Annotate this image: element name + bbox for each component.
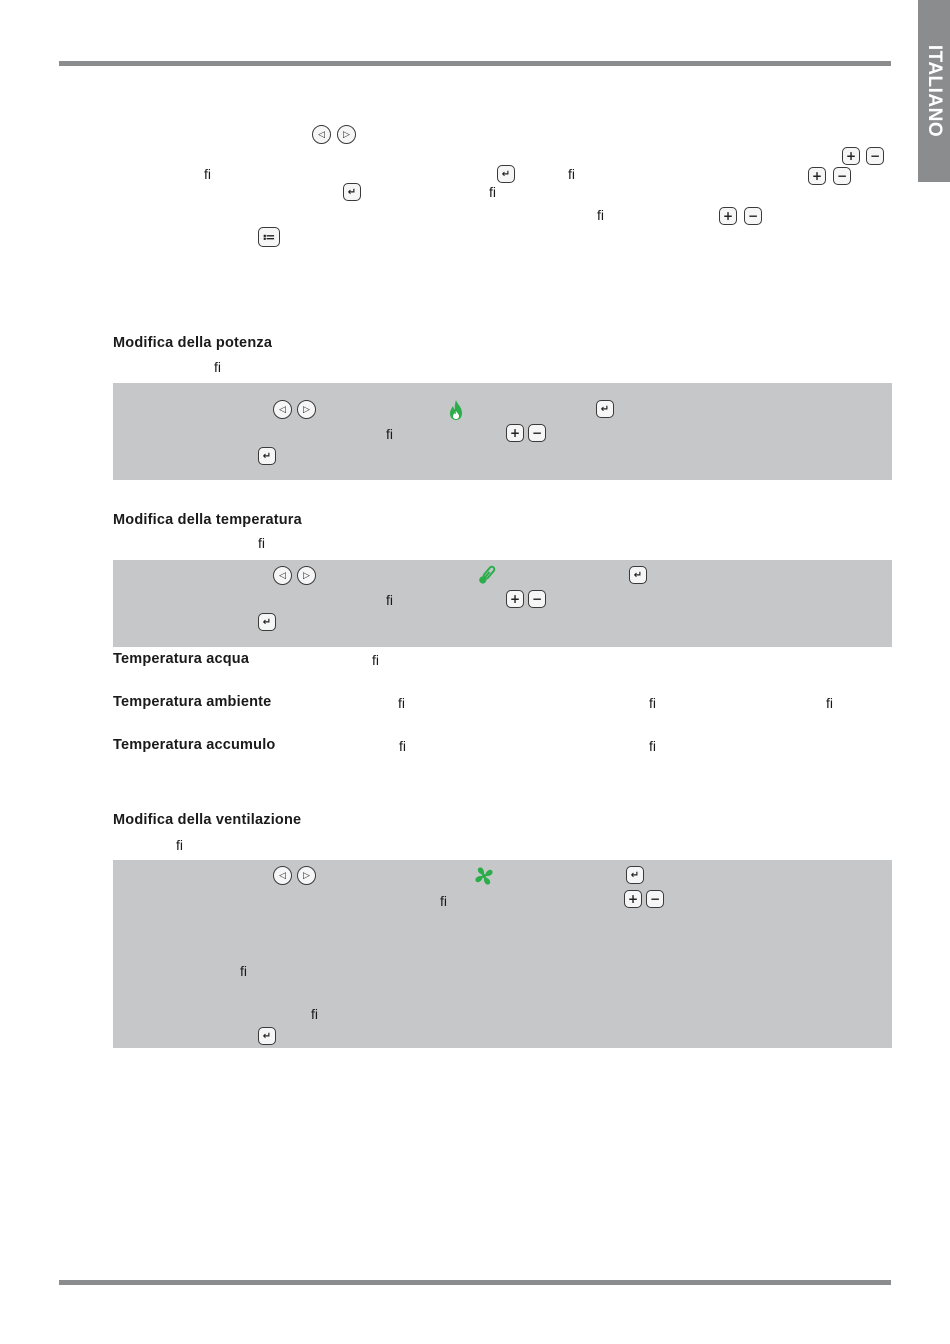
top-rule xyxy=(59,61,891,66)
enter-key-icon: ↵ xyxy=(258,613,276,631)
right-arrow-key-icon: ▷ xyxy=(337,125,356,144)
enter-key-icon: ↵ xyxy=(629,566,647,584)
ambiente-ligature-1: fi xyxy=(398,695,405,711)
bottom-rule xyxy=(59,1280,891,1285)
right-arrow-key-icon: ▷ xyxy=(297,866,316,885)
minus-key-icon: − xyxy=(646,890,664,908)
left-arrow-key-icon: ◁ xyxy=(273,866,292,885)
temperatura-subtitle-ligature: fi xyxy=(258,535,265,551)
section-title-ventilazione: Modifica della ventilazione xyxy=(113,812,302,828)
ventilazione-box-ligature-2: fi xyxy=(240,963,247,979)
flame-icon xyxy=(446,399,466,421)
plus-key-icon: + xyxy=(624,890,642,908)
potenza-instruction-box xyxy=(113,383,892,480)
plus-key-icon: + xyxy=(842,147,860,165)
intro-ligature-2: fi xyxy=(568,166,575,182)
enter-key-icon: ↵ xyxy=(497,165,515,183)
enter-key-icon: ↵ xyxy=(258,1027,276,1045)
plus-key-icon: + xyxy=(506,424,524,442)
potenza-box-ligature: fi xyxy=(386,426,393,442)
ventilazione-box-ligature-1: fi xyxy=(440,893,447,909)
intro-ligature-1: fi xyxy=(204,166,211,182)
minus-key-icon: − xyxy=(528,424,546,442)
plus-key-icon: + xyxy=(719,207,737,225)
right-arrow-key-icon: ▷ xyxy=(297,566,316,585)
minus-key-icon: − xyxy=(866,147,884,165)
ventilazione-instruction-box xyxy=(113,860,892,1048)
minus-key-icon: − xyxy=(833,167,851,185)
thermometer-icon xyxy=(477,564,497,586)
temperatura-instruction-box xyxy=(113,560,892,647)
accumulo-ligature-1: fi xyxy=(399,738,406,754)
ambiente-ligature-2: fi xyxy=(649,695,656,711)
ambiente-ligature-3: fi xyxy=(826,695,833,711)
ventilazione-subtitle-ligature: fi xyxy=(176,837,183,853)
left-arrow-key-icon: ◁ xyxy=(273,400,292,419)
minus-key-icon: − xyxy=(528,590,546,608)
language-tab-label: ITALIANO xyxy=(924,44,945,138)
fan-icon xyxy=(474,865,494,887)
label-temperatura-accumulo: Temperatura accumulo xyxy=(113,737,276,753)
label-temperatura-acqua: Temperatura acqua xyxy=(113,651,250,667)
accumulo-ligature-2: fi xyxy=(649,738,656,754)
temperatura-box-ligature: fi xyxy=(386,592,393,608)
enter-key-icon: ↵ xyxy=(626,866,644,884)
ventilazione-box-ligature-3: fi xyxy=(311,1006,318,1022)
enter-key-icon: ↵ xyxy=(343,183,361,201)
enter-key-icon: ↵ xyxy=(596,400,614,418)
plus-key-icon: + xyxy=(808,167,826,185)
acqua-ligature: fi xyxy=(372,652,379,668)
intro-ligature-3: fi xyxy=(489,184,496,200)
language-tab xyxy=(918,0,950,182)
enter-key-icon: ↵ xyxy=(258,447,276,465)
plus-key-icon: + xyxy=(506,590,524,608)
section-title-temperatura: Modifica della temperatura xyxy=(113,512,302,528)
intro-ligature-4: fi xyxy=(597,207,604,223)
potenza-subtitle-ligature: fi xyxy=(214,359,221,375)
left-arrow-key-icon: ◁ xyxy=(312,125,331,144)
minus-key-icon: − xyxy=(744,207,762,225)
right-arrow-key-icon: ▷ xyxy=(297,400,316,419)
label-temperatura-ambiente: Temperatura ambiente xyxy=(113,694,272,710)
menu-key-icon: ≔ xyxy=(258,227,280,247)
left-arrow-key-icon: ◁ xyxy=(273,566,292,585)
section-title-potenza: Modifica della potenza xyxy=(113,335,273,351)
